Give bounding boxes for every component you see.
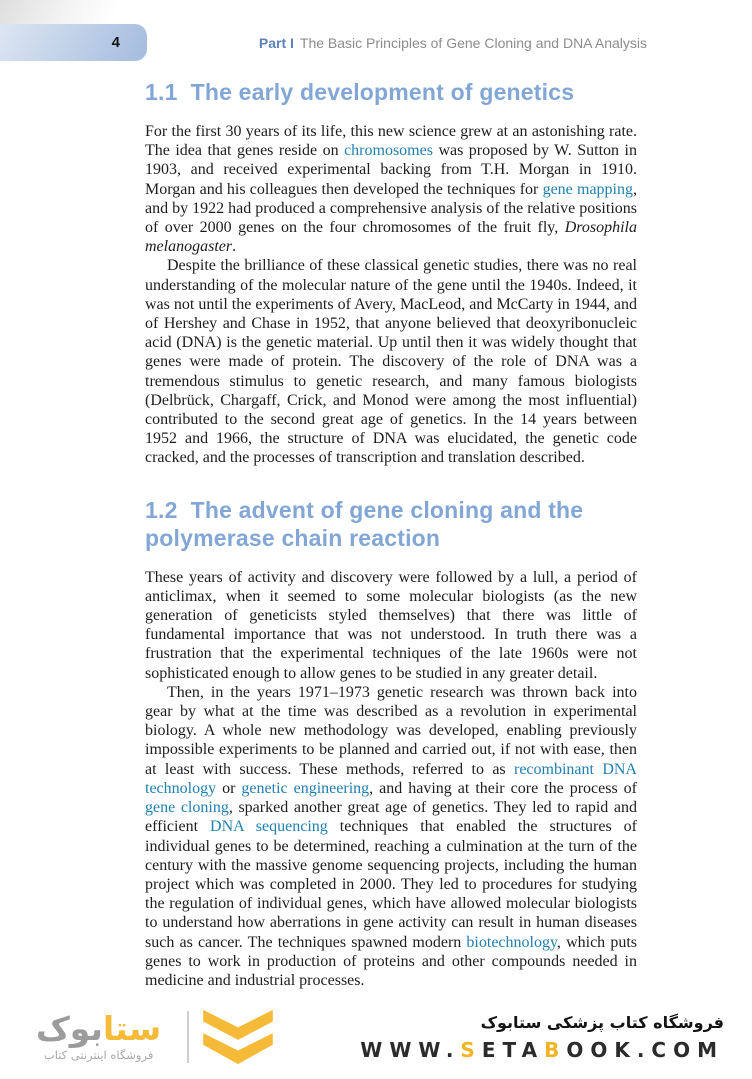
keyword-term: DNA sequencing bbox=[210, 818, 328, 836]
url-accent-letter: S bbox=[460, 1037, 482, 1062]
store-watermark-footer bbox=[0, 1001, 752, 1079]
page-number-badge bbox=[0, 24, 147, 61]
page-number: 4 bbox=[111, 34, 120, 51]
text-run: WWW. bbox=[360, 1037, 461, 1062]
species-name-italic: Drosophila melanogaster bbox=[145, 219, 637, 256]
paragraph bbox=[145, 256, 637, 467]
text-run: Despite the brilliance of these classical genetic studies, there was no real understanding of the molecular nature of the gene until the 1940s. Indeed, it was not until the experiments of Avery, MacLeod, and McCarty in 1944, and of Hershey and Chase in 1952, that anyone believed that deoxyribonucleic acid (DNA) is the genetic material. Up until then it was widely thought that genes were made of protein. The discovery of the role of DNA was a tremendous stimulus to genetic research, and many famous biologists (Delbrück, Chargaff, Crick, and Monod were among the most influential) contributed to the second great age of genetics. In the 14 years between 1952 and 1966, the structure of DNA was elucidated, the genetic code cracked, and the processes of transcription and translation described. bbox=[145, 257, 637, 467]
keyword-term: gene cloning bbox=[145, 799, 229, 817]
url-accent-letter: B bbox=[544, 1037, 567, 1062]
text-run: . bbox=[232, 238, 237, 256]
keyword-term: chromosomes bbox=[344, 142, 433, 160]
text-run: ETA bbox=[481, 1037, 545, 1062]
logo-wordmark bbox=[36, 1009, 162, 1048]
paragraph bbox=[145, 122, 637, 256]
section-1-2-heading bbox=[145, 468, 637, 552]
text-run: , and having at their core the process of bbox=[369, 779, 638, 797]
section-number: 1.2 bbox=[145, 496, 178, 523]
section-1-1-body bbox=[145, 122, 637, 468]
logo-wordmark-block bbox=[36, 1009, 162, 1062]
paragraph bbox=[145, 683, 637, 990]
text-run: Then, in the years 1971–1973 genetic research was thrown back into gear by what at the time was described as a revolution in experimental biology. A whole new methodology was developed, enabling previously impossible experiments to be planned and carried out, if not with ease, then at least with success. These methods, referred to as bbox=[145, 683, 637, 778]
section-1-2 bbox=[145, 468, 637, 990]
keyword-term: biotechnology bbox=[466, 933, 557, 951]
keyword-term: genetic engineering bbox=[241, 779, 370, 797]
logo-tagline: فروشگاه اینترنتی کتاب bbox=[43, 1048, 154, 1062]
text-run: , and by 1922 had produced a comprehensive analysis of the relative positions of over 2000 genes on the four chromosomes of the fruit fly, bbox=[145, 180, 637, 237]
section-1-1-heading bbox=[145, 0, 637, 106]
store-name-farsi: فروشگاه کتاب پزشکی ستابوک bbox=[480, 1012, 724, 1032]
text-run: was proposed by W. Sutton in 1903, and received experimental backing from T.H. Morgan in 1910. Morgan and his colleagues then developed the techniques for bbox=[145, 142, 637, 198]
section-1-2-body bbox=[145, 568, 637, 990]
text-run: OOK.COM bbox=[566, 1037, 724, 1062]
text-run: , which puts genes to work in production of proteins and other compounds needed in medicine and industrial processes. bbox=[145, 933, 637, 989]
wordmark-gray-part: بوک bbox=[36, 1009, 103, 1048]
section-1-1 bbox=[145, 0, 637, 468]
keyword-term: recombinant DNA technology bbox=[145, 760, 637, 797]
wordmark-yellow-part: ستا bbox=[102, 1009, 162, 1048]
logo-divider bbox=[187, 1011, 189, 1063]
text-run: These years of activity and discovery were followed by a lull, a period of anticlimax, when it seemed to some molecular biologists (as the new generation of geneticists styled themselves) that there was little of fundamental importance that was not understood. In truth there was a frustration that the experimental techniques of the late 1960s were not sophisticated enough to allow genes to be studied in any greater detail. bbox=[145, 568, 637, 682]
section-title: The early development of genetics bbox=[190, 79, 575, 105]
store-info bbox=[360, 1013, 724, 1062]
part-title: The Basic Principles of Gene Cloning and DNA Analysis bbox=[299, 35, 647, 51]
text-run: or bbox=[216, 779, 242, 797]
section-number: 1.1 bbox=[145, 79, 178, 105]
section-title: The advent of gene cloning and the polymerase chain reaction bbox=[145, 496, 584, 551]
double-chevron-book-icon bbox=[201, 1008, 275, 1066]
paragraph bbox=[145, 568, 637, 683]
text-column bbox=[145, 0, 637, 990]
setabook-logo bbox=[36, 1008, 275, 1066]
website-url bbox=[360, 1038, 724, 1062]
text-run: For the first 30 years of its life, this new science grew at an astonishing rate. The idea that genes reside on bbox=[145, 123, 637, 160]
text-run: techniques that enabled the structures of individual genes to be determined, reaching a culmination at the turn of the century with the massive genome sequencing projects, including the human project which was completed in 2000. They led to procedures for studying the regulation of individual genes, which have allowed molecular biologists to understand how aberrations in gene activity can result in human diseases such as cancer. The techniques spawned modern bbox=[145, 818, 637, 951]
part-label: Part I bbox=[258, 35, 294, 51]
text-run: , sparked another great age of genetics. They led to rapid and efficient bbox=[145, 799, 637, 836]
keyword-term: gene mapping bbox=[542, 180, 633, 198]
